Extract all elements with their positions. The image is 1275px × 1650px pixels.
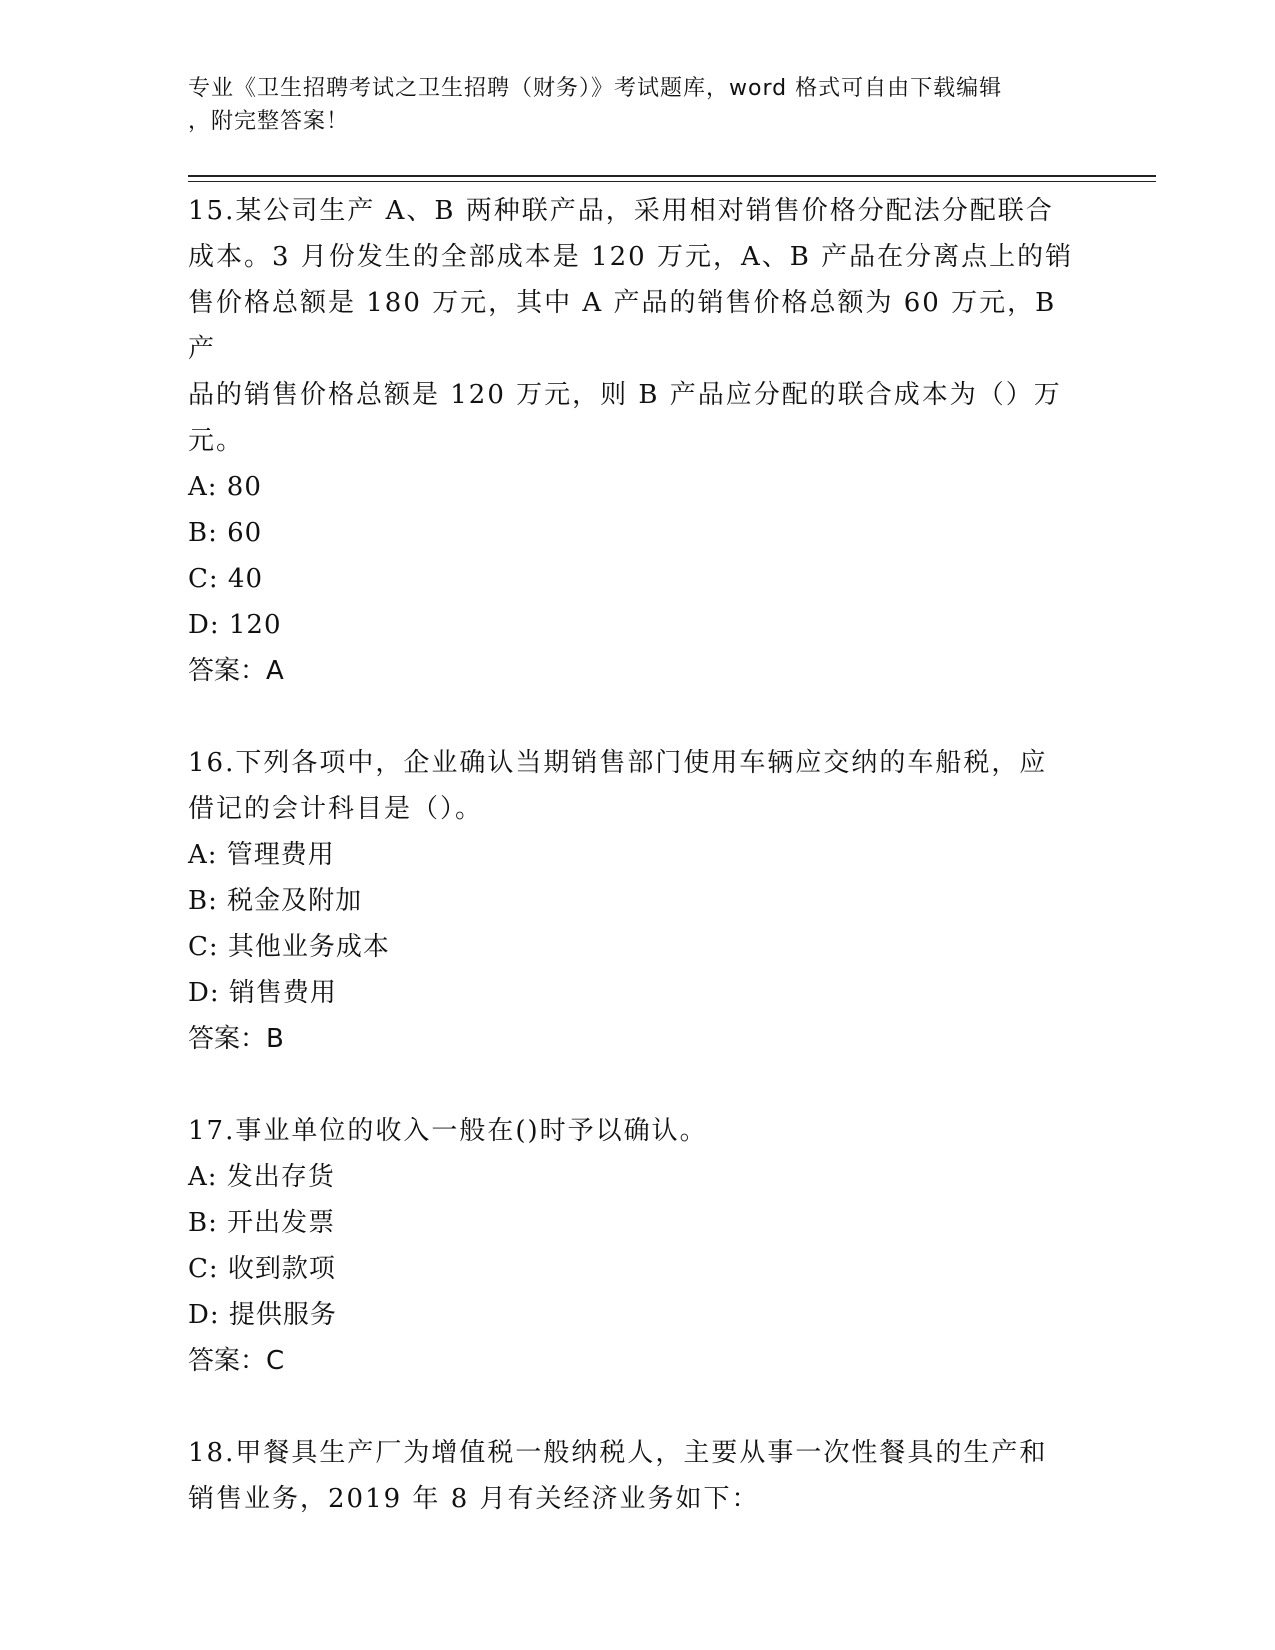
question-stem xyxy=(188,1430,1088,1522)
question-17 xyxy=(188,1108,1088,1384)
stem-line: 销售业务，2019 年 8 月有关经济业务如下： xyxy=(188,1484,760,1514)
header-line-2: ，附完整答案！ xyxy=(188,109,350,134)
header-rule-thin xyxy=(188,181,1156,182)
option-c: C: 收到款项 xyxy=(188,1254,336,1284)
option-c: C: 40 xyxy=(188,564,264,594)
question-16 xyxy=(188,740,1088,1062)
answer: 答案：A xyxy=(188,656,284,686)
option-a: A: 发出存货 xyxy=(188,1162,335,1192)
option-b: B: 开出发票 xyxy=(188,1208,336,1238)
option-b: B: 税金及附加 xyxy=(188,886,363,916)
question-stem xyxy=(188,740,1088,832)
option-d: D: 提供服务 xyxy=(188,1300,337,1330)
stem-line: 15.某公司生产 A、B 两种联产品，采用相对销售价格分配法分配联合 xyxy=(188,196,1054,226)
header-rule-thick xyxy=(188,175,1156,177)
option-a: A: 80 xyxy=(188,472,262,502)
option-c: C: 其他业务成本 xyxy=(188,932,390,962)
option-a: A: 管理费用 xyxy=(188,840,335,870)
question-stem xyxy=(188,188,1088,464)
stem-line: 品的销售价格总额是 120 万元，则 B 产品应分配的联合成本为（）万 xyxy=(188,380,1062,410)
answer: 答案：B xyxy=(188,1024,284,1054)
stem-line: 售价格总额是 180 万元，其中 A 产品的销售价格总额为 60 万元，B 产 xyxy=(188,288,1057,364)
question-list xyxy=(188,188,1088,1568)
question-15 xyxy=(188,188,1088,694)
stem-line: 16.下列各项中，企业确认当期销售部门使用车辆应交纳的车船税，应 xyxy=(188,748,1048,778)
header-line-1: 专业《卫生招聘考试之卫生招聘（财务）》考试题库，word 格式可自由下载编辑 xyxy=(188,76,1003,101)
stem-line: 18.甲餐具生产厂为增值税一般纳税人，主要从事一次性餐具的生产和 xyxy=(188,1438,1048,1468)
question-18 xyxy=(188,1430,1088,1522)
answer: 答案：C xyxy=(188,1346,285,1376)
option-d: D: 销售费用 xyxy=(188,978,337,1008)
stem-line: 17.事业单位的收入一般在()时予以确认。 xyxy=(188,1116,708,1146)
option-b: B: 60 xyxy=(188,518,263,548)
document-header xyxy=(188,72,1088,138)
question-stem xyxy=(188,1108,1088,1154)
option-d: D: 120 xyxy=(188,610,282,640)
stem-line: 元。 xyxy=(188,426,245,456)
stem-line: 成本。3 月份发生的全部成本是 120 万元，A、B 产品在分离点上的销 xyxy=(188,242,1074,272)
stem-line: 借记的会计科目是（）。 xyxy=(188,794,484,824)
